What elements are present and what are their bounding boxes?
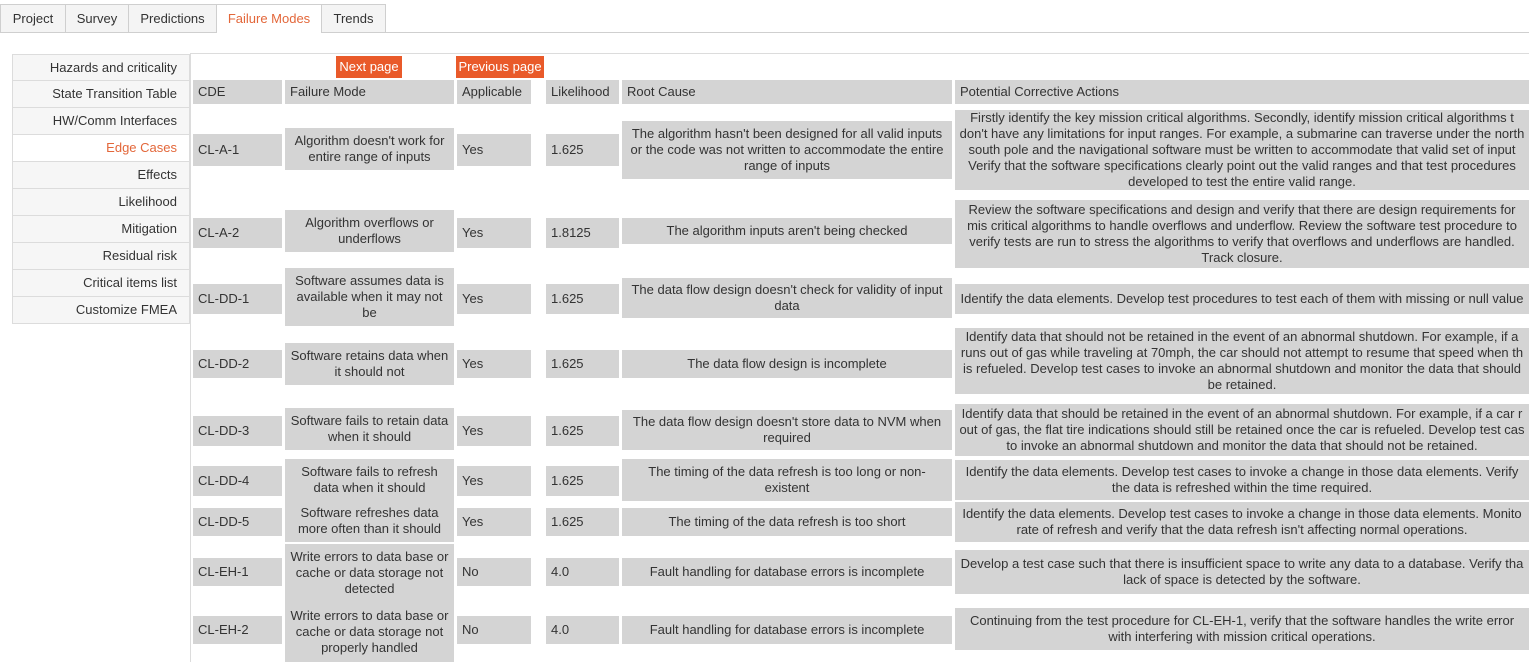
corrective-actions-cell-text: Firstly identify the key mission critical algorithms. Secondly, identify mission critical algorithms t don't have any limitations for input ranges. For example, a submarine can traverse under the north south pole and the navigational software must be written to accommodate that valid set of input Verify that the software specifications clearly point out the valid ranges and that test procedures developed to test the entire valid range. xyxy=(959,110,1525,189)
applicable-cell xyxy=(457,416,531,446)
applicable-cell-text: No xyxy=(462,622,479,637)
failure-mode-cell-text: Algorithm overflows or underflows xyxy=(305,215,434,246)
applicable-cell xyxy=(457,616,531,644)
corrective-actions-cell-text: Identify data that should be retained in the event of an abnormal shutdown. For example, if a car r out of gas, the flat tire indications should still be retained once the car is refueled. Develop test cas to invoke an abnormal shutdown and monitor the data that should not be retained. xyxy=(959,406,1525,453)
applicable-cell-text: Yes xyxy=(462,291,484,306)
previous-page-button[interactable]: Previous page xyxy=(456,56,544,78)
likelihood-cell xyxy=(546,466,619,496)
failure-mode-cell xyxy=(285,459,454,501)
applicable-cell xyxy=(457,558,531,586)
root-cause-cell xyxy=(622,508,952,536)
failure-mode-cell xyxy=(285,408,454,450)
root-cause-cell xyxy=(622,459,952,501)
corrective-actions-cell-text: Develop a test case such that there is insufficient space to write any data to a database. Verify tha lack of space is detected by the software. xyxy=(960,556,1524,587)
sidebar-item-hw-comm-interfaces[interactable]: HW/Comm Interfaces xyxy=(12,108,190,135)
failure-mode-cell-text: Software retains data when it should not xyxy=(290,348,449,379)
likelihood-cell-text: 1.625 xyxy=(551,291,584,306)
sidebar xyxy=(12,54,190,324)
corrective-actions-cell-text: Continuing from the test procedure for CL-EH-1, verify that the software handles the write error with interfering with mission critical operations. xyxy=(969,613,1515,644)
header-cde: CDE xyxy=(193,80,282,104)
root-cause-cell xyxy=(622,558,952,586)
applicable-cell-text: Yes xyxy=(462,356,484,371)
tab-survey[interactable]: Survey xyxy=(65,4,129,32)
next-page-button[interactable]: Next page xyxy=(336,56,402,78)
root-cause-cell-text: The timing of the data refresh is too long or non-existent xyxy=(648,464,926,495)
corrective-actions-cell-text: Identify the data elements. Develop test cases to invoke a change in those data elements. Verify the data is refreshed within the time required. xyxy=(965,464,1519,495)
corrective-actions-cell-text: Identify data that should not be retained in the event of an abnormal shutdown. For example, if a runs out of gas while traveling at 70mph, the car should not attempt to resume that speed when th is refueled. Develop test cases to invoke an abnormal shutdown and monitor the data that should be retained. xyxy=(960,329,1524,392)
applicable-cell-text: Yes xyxy=(462,142,484,157)
cde-cell-text: CL-DD-1 xyxy=(198,291,250,306)
header-failure-mode: Failure Mode xyxy=(285,80,454,104)
likelihood-cell-text: 1.625 xyxy=(551,473,584,488)
failure-mode-cell xyxy=(285,210,454,252)
sidebar-item-hazards-criticality[interactable]: Hazards and criticality xyxy=(12,54,190,81)
cde-cell-text: CL-EH-1 xyxy=(198,564,249,579)
corrective-actions-cell xyxy=(955,502,1529,542)
applicable-cell xyxy=(457,466,531,496)
corrective-actions-cell xyxy=(955,328,1529,394)
failure-mode-cell xyxy=(285,268,454,326)
root-cause-cell xyxy=(622,410,952,450)
root-cause-cell xyxy=(622,350,952,378)
applicable-cell xyxy=(457,350,531,378)
likelihood-cell xyxy=(546,416,619,446)
corrective-actions-cell xyxy=(955,608,1529,650)
likelihood-cell-text: 1.625 xyxy=(551,423,584,438)
cde-cell-text: CL-DD-3 xyxy=(198,423,250,438)
root-cause-cell xyxy=(622,278,952,318)
corrective-actions-cell xyxy=(955,550,1529,594)
failure-mode-cell xyxy=(285,544,454,602)
failure-mode-cell xyxy=(285,500,454,542)
likelihood-cell-text: 1.625 xyxy=(551,142,584,157)
likelihood-cell xyxy=(546,350,619,378)
cde-cell-text: CL-A-1 xyxy=(198,142,240,157)
applicable-cell xyxy=(457,218,531,248)
corrective-actions-cell xyxy=(955,284,1529,314)
tab-failure-modes[interactable]: Failure Modes xyxy=(216,4,322,33)
failure-mode-cell xyxy=(285,602,454,662)
main-tab-bar xyxy=(0,0,1529,32)
header-potential-corrective-actions: Potential Corrective Actions xyxy=(955,80,1529,104)
tab-predictions[interactable]: Predictions xyxy=(128,4,217,32)
corrective-actions-cell-text: Identify the data elements. Develop test cases to invoke a change in those data elements. Monito rate of refresh and verify that the data refresh isn't affecting normal operations. xyxy=(962,506,1522,537)
cde-cell xyxy=(193,416,282,446)
sidebar-item-customize-fmea[interactable]: Customize FMEA xyxy=(12,297,190,324)
applicable-cell xyxy=(457,508,531,536)
tab-project[interactable]: Project xyxy=(0,4,66,32)
corrective-actions-cell xyxy=(955,110,1529,190)
corrective-actions-cell-text: Identify the data elements. Develop test procedures to test each of them with missing or null value xyxy=(960,291,1524,306)
header-root-cause: Root Cause xyxy=(622,80,952,104)
content-left-border xyxy=(190,54,191,662)
sidebar-item-effects[interactable]: Effects xyxy=(12,162,190,189)
likelihood-cell-text: 1.625 xyxy=(551,514,584,529)
cde-cell xyxy=(193,558,282,586)
sidebar-item-state-transition-table[interactable]: State Transition Table xyxy=(12,81,190,108)
applicable-cell-text: Yes xyxy=(462,473,484,488)
corrective-actions-cell xyxy=(955,460,1529,500)
likelihood-cell xyxy=(546,218,619,248)
cde-cell-text: CL-DD-4 xyxy=(198,473,250,488)
cde-cell xyxy=(193,284,282,314)
cde-cell xyxy=(193,350,282,378)
failure-mode-cell-text: Algorithm doesn't work for entire range of inputs xyxy=(294,133,445,164)
applicable-cell-text: Yes xyxy=(462,423,484,438)
likelihood-cell xyxy=(546,284,619,314)
root-cause-cell xyxy=(622,218,952,244)
root-cause-cell xyxy=(622,121,952,179)
likelihood-cell xyxy=(546,134,619,166)
root-cause-cell-text: Fault handling for database errors is incomplete xyxy=(649,622,925,637)
likelihood-cell-text: 1.625 xyxy=(551,356,584,371)
cde-cell xyxy=(193,616,282,644)
applicable-cell-text: Yes xyxy=(462,514,484,529)
root-cause-cell-text: The algorithm inputs aren't being checked xyxy=(666,223,908,238)
cde-cell xyxy=(193,508,282,536)
failure-mode-cell-text: Software assumes data is available when it may not be xyxy=(295,273,444,320)
failure-mode-cell-text: Write errors to data base or cache or data storage not properly handled xyxy=(290,608,449,655)
root-cause-cell-text: Fault handling for database errors is incomplete xyxy=(649,564,925,579)
applicable-cell-text: No xyxy=(462,564,479,579)
failure-mode-cell-text: Software fails to retain data when it should xyxy=(290,413,449,444)
applicable-cell-text: Yes xyxy=(462,225,484,240)
root-cause-cell-text: The algorithm hasn't been designed for all valid inputs or the code was not written to accommodate the entire range of inputs xyxy=(630,126,944,173)
sidebar-item-critical-items-list[interactable]: Critical items list xyxy=(12,270,190,297)
sidebar-item-likelihood[interactable]: Likelihood xyxy=(12,189,190,216)
sidebar-item-edge-cases[interactable]: Edge Cases xyxy=(12,135,190,162)
likelihood-cell xyxy=(546,616,619,644)
applicable-cell xyxy=(457,134,531,166)
cde-cell xyxy=(193,218,282,248)
header-applicable: Applicable xyxy=(457,80,531,104)
likelihood-cell-text: 4.0 xyxy=(551,622,570,637)
failure-mode-cell-text: Software fails to refresh data when it should xyxy=(301,464,438,495)
cde-cell-text: CL-DD-2 xyxy=(198,356,250,371)
likelihood-cell-text: 1.8125 xyxy=(551,225,591,240)
content-top-border xyxy=(190,53,1529,54)
root-cause-cell-text: The data flow design is incomplete xyxy=(687,356,887,371)
cde-cell-text: CL-A-2 xyxy=(198,225,240,240)
failure-mode-cell-text: Software refreshes data more often than it should xyxy=(297,505,442,536)
root-cause-cell xyxy=(622,616,952,644)
root-cause-cell-text: The data flow design doesn't check for validity of input data xyxy=(631,282,943,313)
corrective-actions-cell xyxy=(955,404,1529,456)
tab-trends[interactable]: Trends xyxy=(321,4,386,32)
likelihood-cell xyxy=(546,558,619,586)
header-likelihood: Likelihood xyxy=(546,80,619,104)
corrective-actions-cell xyxy=(955,200,1529,268)
failure-mode-cell xyxy=(285,128,454,170)
cde-cell xyxy=(193,466,282,496)
applicable-cell xyxy=(457,284,531,314)
likelihood-cell xyxy=(546,508,619,536)
sidebar-item-residual-risk[interactable]: Residual risk xyxy=(12,243,190,270)
cde-cell-text: CL-EH-2 xyxy=(198,622,249,637)
sidebar-item-mitigation[interactable]: Mitigation xyxy=(12,216,190,243)
cde-cell xyxy=(193,134,282,166)
likelihood-cell-text: 4.0 xyxy=(551,564,570,579)
failure-mode-cell-text: Write errors to data base or cache or data storage not detected xyxy=(290,549,449,596)
root-cause-cell-text: The timing of the data refresh is too short xyxy=(668,514,906,529)
corrective-actions-cell-text: Review the software specifications and design and verify that there are design requirements for mis critical algorithms to handle overflows and underflow. Review the software test procedure to verify tests are run to stress the algorithms to verify that overflows and underflows are handled. Track closure. xyxy=(967,202,1517,265)
cde-cell-text: CL-DD-5 xyxy=(198,514,250,529)
failure-mode-cell xyxy=(285,343,454,385)
root-cause-cell-text: The data flow design doesn't store data to NVM when required xyxy=(632,414,942,445)
